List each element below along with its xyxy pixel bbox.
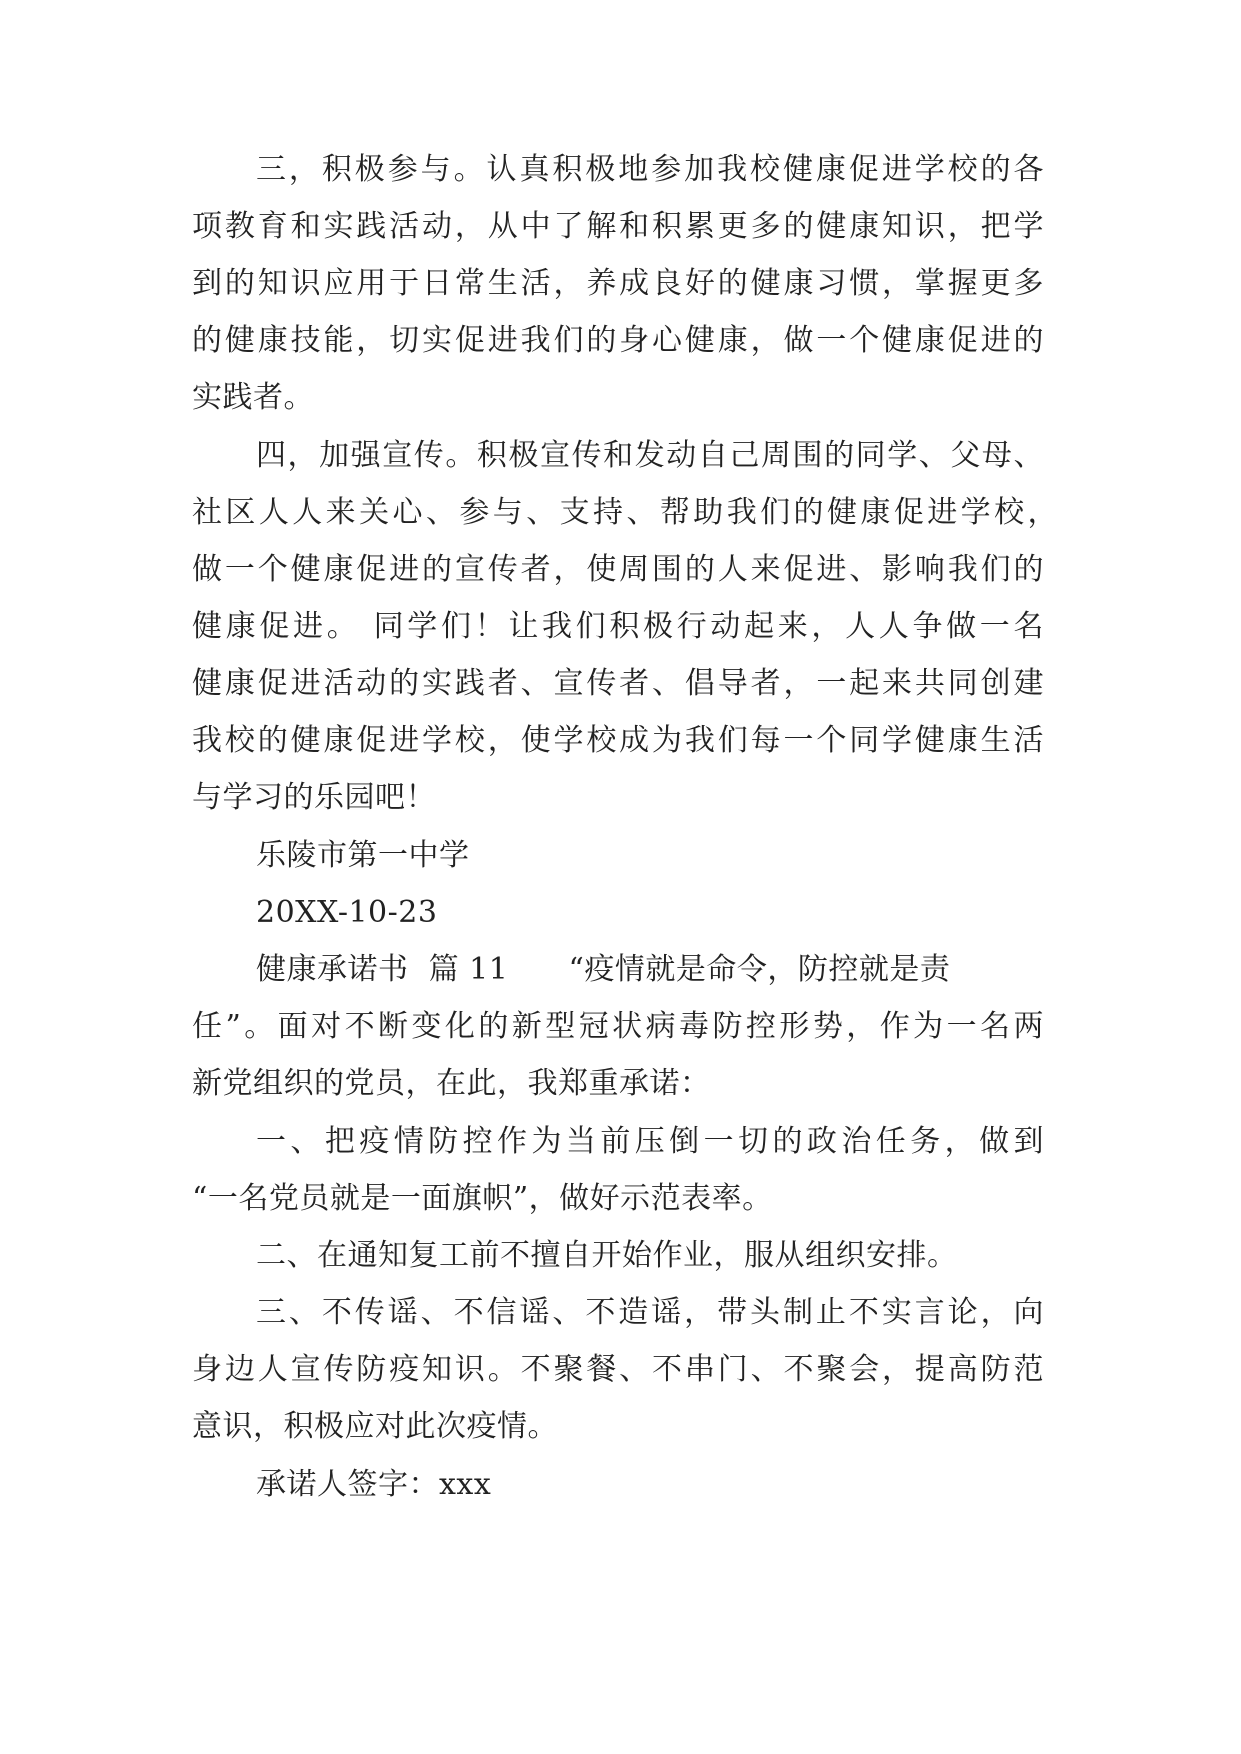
pledge-heading-line-2: 任”。面对不断变化的新型冠状病毒防控形势，作为一名两: [192, 1009, 1044, 1044]
pledge-heading-line-1: 健康承诺书 篇 11 “疫情就是命令，防控就是责: [256, 952, 951, 987]
paragraph-3-line-1: 三，积极参与。认真积极地参加我校健康促进学校的各: [256, 152, 1044, 187]
paragraph-4-line-4: 健康促进。 同学们！让我们积极行动起来，人人争做一名: [192, 609, 1044, 644]
paragraph-4-line-3: 做一个健康促进的宣传者，使周围的人来促进、影响我们的: [192, 552, 1044, 587]
pledge-item-3-line-1: 三、不传谣、不信谣、不造谣，带头制止不实言论，向: [256, 1295, 1044, 1330]
paragraph-3-line-3: 到的知识应用于日常生活，养成良好的健康习惯，掌握更多: [192, 266, 1044, 301]
paragraph-3-line-5: 实践者。: [192, 380, 314, 415]
paragraph-4-line-6: 我校的健康促进学校，使学校成为我们每一个同学健康生活: [192, 723, 1044, 758]
pledge-item-2: 二、在通知复工前不擅自开始作业，服从组织安排。: [256, 1238, 958, 1273]
pledge-item-1-line-1: 一、把疫情防控作为当前压倒一切的政治任务，做到: [256, 1124, 1044, 1159]
pledge-item-1-line-2: “一名党员就是一面旗帜”，做好示范表率。: [192, 1181, 773, 1216]
signer-signature: 承诺人签字：xxx: [256, 1467, 492, 1502]
paragraph-4-line-1: 四，加强宣传。积极宣传和发动自己周围的同学、父母、: [256, 438, 1044, 473]
paragraph-4-line-5: 健康促进活动的实践者、宣传者、倡导者，一起来共同创建: [192, 666, 1044, 701]
pledge-item-3-line-2: 身边人宣传防疫知识。不聚餐、不串门、不聚会，提高防范: [192, 1352, 1044, 1387]
signature-date: 20XX-10-23: [256, 895, 438, 930]
paragraph-4-line-2: 社区人人来关心、参与、支持、帮助我们的健康促进学校，: [192, 495, 1058, 530]
signature-organization: 乐陵市第一中学: [256, 838, 470, 873]
paragraph-4-line-7: 与学习的乐园吧！: [192, 780, 436, 815]
pledge-item-3-line-3: 意识，积极应对此次疫情。: [192, 1409, 558, 1444]
paragraph-3-line-2: 项教育和实践活动，从中了解和积累更多的健康知识，把学: [192, 209, 1044, 244]
pledge-heading-line-3: 新党组织的党员，在此，我郑重承诺：: [192, 1066, 711, 1101]
paragraph-3-line-4: 的健康技能，切实促进我们的身心健康，做一个健康促进的: [192, 323, 1044, 358]
